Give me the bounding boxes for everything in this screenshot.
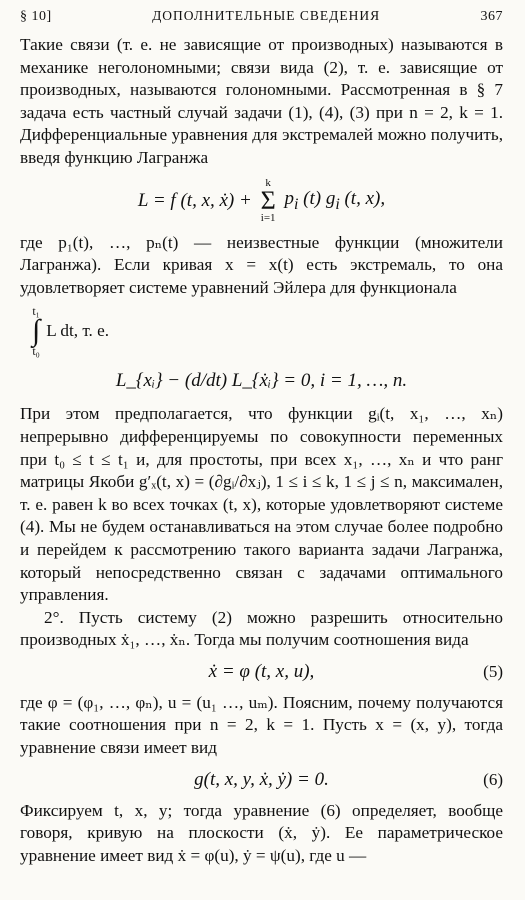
equation-5-number: (5) [483, 661, 503, 681]
section-ref: § 10] [20, 9, 52, 24]
integral-lower-limit: t₀ [32, 344, 40, 359]
integral-sign: t₁ ∫ t₀ [32, 304, 41, 359]
integral-body: L dt, т. е. [46, 321, 110, 341]
sum-lower-limit: i=1 [260, 211, 276, 224]
equation-5-body: ẋ = φ (t, x, u), [208, 660, 315, 682]
equation-6 [20, 764, 503, 796]
equation-6-number: (6) [483, 769, 503, 789]
integral-upper-limit: t₁ [32, 304, 40, 319]
running-header [20, 8, 503, 34]
equation-6-body: g(t, x, y, ẋ, ẏ) = 0. [194, 768, 329, 790]
paragraph-2: где p₁(t), …, pₙ(t) — неизвестные функции (множители Лагранжа). Если кривая x = x(t) есть экстремаль, то она удовлетворяет системе уравнений Эйлера для функционала [20, 232, 503, 297]
functional-integral [20, 299, 503, 363]
paragraph-3: При этом предполагается, что функции gᵢ(t, x₁, …, xₙ) непрерывно дифференцируемы по совокупности переменных при t₀ ≤ t ≤ t₁ и, для простоты, при всех x₁, …, xₙ и что ранг матрицы Якоби g′ₓ(t, x) = (∂gᵢ/∂xⱼ), 1 ≤ i ≤ k, 1 ≤ j ≤ n, максимален, т. е. равен k во всех точках (t, x), которые удовлетворяют системе (4). Мы не будем останавливаться на этом случае более подробно и перейдем к рассмотрению такого варианта задачи Лагранжа, который непосредственно связан с задачами оптимального управления. [20, 404, 503, 605]
paragraph-4: 2°. Пусть систему (2) можно разрешить относительно производных ẋ₁, …, ẋₙ. Тогда мы получим соотношения вида [20, 607, 503, 650]
summation-sign: k Σ i=1 [260, 176, 276, 224]
paragraph-5: где φ = (φ₁, …, φₙ), u = (u₁ …, uₘ). Поясним, почему получаются такие соотношения при n = 2, k = 1. Пусть x = (x, y), тогда уравнение связи имеет вид [20, 692, 503, 758]
equation-5 [20, 656, 503, 688]
paragraph-6: Фиксируем t, x, y; тогда уравнение (6) определяет, вообще говоря, кривую на плоскости (ẋ, ẏ). Ее параметрическое уравнение имеет вид ẋ = φ(u), ẏ = ψ(u), где u — [20, 800, 503, 865]
chapter-title: ДОПОЛНИТЕЛЬНЫЕ СВЕДЕНИЯ [152, 8, 381, 23]
sum-upper-limit: k [265, 176, 271, 189]
euler-equation: L_{xᵢ} − (d/dt) L_{ẋᵢ} = 0, i = 1, …, n. [115, 370, 408, 392]
paragraph-1: Такие связи (т. е. не зависящие от производных) называются в механике неголономными; связи вида (2), т. е. зависящие от производных, называются голономными. Рассмотренная в § 7 задача есть частный случай задачи (1), (4), (3) при n = 2, k = 1. Дифференциальные уравнения для экстремалей можно получить, введя функцию Лагранжа [20, 35, 503, 167]
page-number: 367 [480, 9, 503, 24]
lagrange-function-formula: L = f (t, x, ẋ) + k Σ i=1 $p_i$ (t) $g_i$ (t, x), [137, 176, 386, 224]
